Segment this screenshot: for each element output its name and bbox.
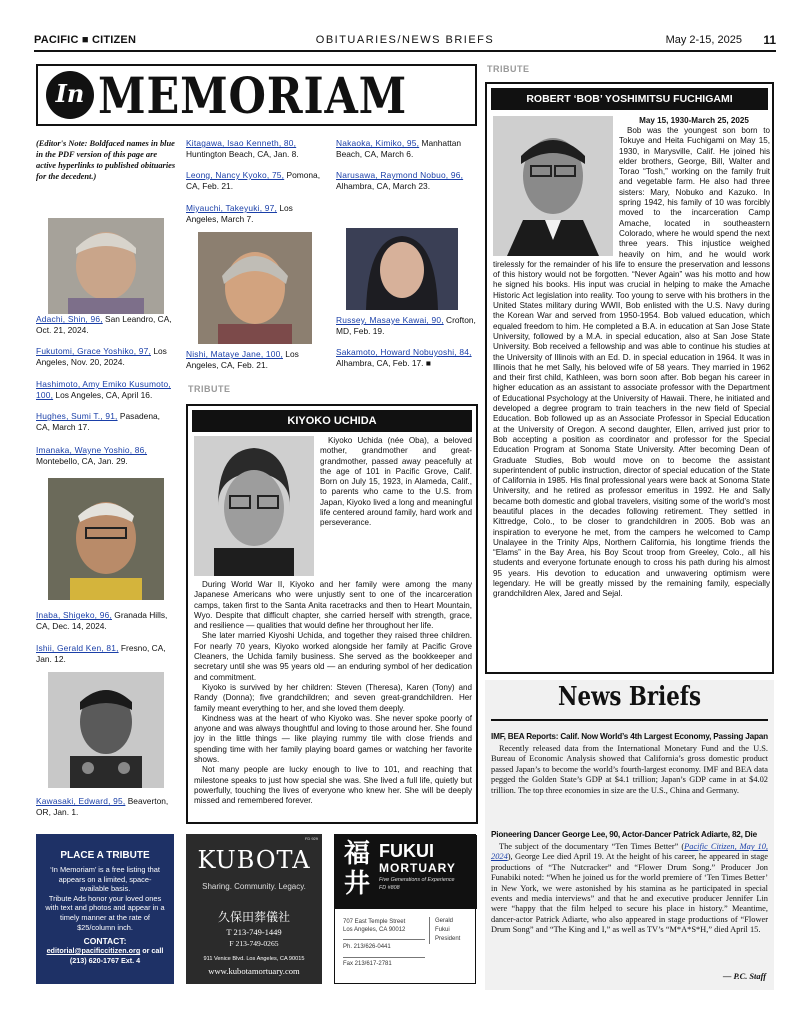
kubota-fax: F 213-749-0265 — [229, 939, 279, 948]
in-badge: In — [46, 71, 94, 119]
tribute-label: TRIBUTE — [487, 64, 530, 74]
obit-name-link[interactable]: Narusawa, Raymond Nobuo, 96, — [336, 170, 464, 180]
kubota-tagline: Sharing. Community. Legacy. — [202, 882, 306, 891]
portrait-photo-kawasaki — [48, 672, 164, 788]
obit-name-link[interactable]: Kitagawa, Isao Kenneth, 80, — [186, 138, 297, 148]
fukui-president: Gerald Fukui President — [429, 917, 460, 944]
obit-name-link[interactable]: Hashimoto, Amy Emiko Kusumoto, 100, — [36, 379, 171, 400]
in-memoriam-banner — [36, 64, 477, 126]
entry-leong: Leong, Nancy Kyoko, 75, Pomona, CA, Feb. 21. — [186, 170, 321, 191]
tribute-paragraph: She later married Kiyoshi Uchida, and together they raised three children. For nearly 70 years, Kiyoko worked alongside her family at Pacific Grove Cleaners, the Uchida family business. She served as the bookkeeper and secretary until she was 95 years old — an enduring symbol of her dedication and commitment. — [194, 631, 472, 682]
kubota-phone: T 213-749-1449 — [226, 927, 282, 937]
kubota-japanese-name: 久保田葬儀社 — [217, 910, 290, 924]
fukui-name: FUKUI — [379, 841, 434, 861]
issue-date: May 2-15, 2025 — [665, 34, 742, 46]
entry-inaba: Inaba, Shigeko, 96, Granada Hills, CA, Dec. 14, 2024. — [36, 610, 168, 631]
page-number: 11 — [763, 33, 776, 47]
kubota-url[interactable]: www.kubotamortuary.com — [208, 966, 300, 976]
fukui-kanji-logo: 福井 — [343, 839, 370, 899]
portrait-photo-nishi — [198, 232, 312, 344]
tribute-dates: May 15, 1930-March 25, 2025 — [639, 116, 749, 125]
news-briefs-title: News Briefs — [558, 682, 701, 712]
header-rule — [34, 50, 776, 52]
obit-name-link[interactable]: Kawasaki, Edward, 95, — [36, 796, 126, 806]
tribute-title: ROBERT ‘BOB’ YOSHIMITSU FUCHIGAMI — [491, 88, 768, 110]
portrait-photo-adachi — [48, 218, 164, 314]
contact-label: CONTACT: — [83, 936, 127, 947]
tribute-paragraph: Kiyoko Uchida (née Oba), a beloved mother, grandmother and great-grandmother, passed away peacefully at the age of 101 in Pacific Grove, Calif. Born on July 15, 1923, in Alameda, Calif., to parents who came to the U.S. from Japan, Kiyoko lived a long and meaningful life centered around family, hard work and perseverance. — [320, 436, 472, 528]
tribute-uchida — [186, 404, 478, 824]
portrait-photo-uchida — [194, 436, 314, 576]
entry-hashimoto: Hashimoto, Amy Emiko Kusumoto, 100, Los Angeles, CA, April 16. — [36, 379, 171, 400]
obit-name-link[interactable]: Miyauchi, Takeyuki, 97, — [186, 203, 278, 213]
masthead — [34, 34, 776, 50]
fukui-mortuary-ad[interactable] — [334, 834, 476, 984]
obit-name-link[interactable]: Sakamoto, Howard Nobuyoshi, 84, — [336, 347, 472, 357]
tribute-paragraph: During World War II, Kiyoko and her family were among the many Japanese Americans who were unjustly sent to one of the incarceration camps, taken first to the Santa Anita racetracks and then to Heart Mountain, Wyo. Despite that difficult chapter, she carried herself with strength, grace, and resilience — qualities that would define her throughout her life. — [194, 580, 472, 631]
news-signoff: — P.C. Staff — [723, 972, 766, 981]
kubota-mortuary-ad[interactable] — [186, 834, 322, 984]
news-body — [491, 842, 768, 936]
tribute-label: TRIBUTE — [188, 384, 231, 394]
place-tribute-rates: Tribute Ads honor your loved ones with text and photos and appear in a timely manner at the rate of $25/column inch. — [45, 893, 165, 932]
obit-name-link[interactable]: Inaba, Shigeko, 96, — [36, 610, 112, 620]
fukui-fd-number: FD #808 — [379, 885, 400, 891]
entry-hughes: Hughes, Sumi T., 91, Pasadena, CA, March 17. — [36, 411, 160, 432]
news-body — [491, 744, 768, 796]
news-paragraph: The subject of the documentary “Ten Times Better” (Pacific Citizen, May 10, 2024), George Lee died April 19. At the height of his career, he appeared in stage productions of “The Nutcracker” and “Flower Drum Song.” Producer Jon Funabiki noted: “When he joined us for the world premiere of ‘Ten Times Better’ in New York, we were astonished by his stamina as he participated in special events and media interviews” and that he and executive producer Jennifer Lin were “happy that the film helped to secure his place in history.” Meantime, dancer-actor Patrick Adiarte, who also appeared in stage productions of “Flower Drum Song” and “The King and I,” as well as TV’s “M*A*S*H,” died April 15. — [491, 842, 768, 935]
obit-name-link[interactable]: Hughes, Sumi T., 91, — [36, 411, 118, 421]
kubota-logo: KUBOTA — [197, 846, 311, 874]
fukui-contact: 707 East Temple Street Los Angeles, CA 90012 Ph. 213/626-0441 Fax 213/617-2781 — [343, 919, 406, 967]
obit-name-link[interactable]: Imanaka, Wayne Yoshio, 86, — [36, 445, 148, 455]
fukui-divider — [343, 957, 425, 958]
entry-russey: Russey, Masaye Kawai, 90, Crofton, MD, Feb. 19. — [336, 315, 476, 336]
tribute-body-top — [320, 436, 472, 529]
portrait-photo-russey — [346, 228, 458, 310]
section-title: OBITUARIES/NEWS BRIEFS — [315, 34, 495, 46]
tribute-paragraph: Not many people are lucky enough to live to 101, and reaching that milestone speaks to just how special she was. She lived a full life, quietly but powerfully, touching the lives of everyone who knew her. She will be deeply missed and remembered forever. — [194, 765, 472, 806]
fukui-subtitle: Five Generations of Experience — [379, 877, 455, 883]
fukui-divider — [343, 939, 425, 940]
pacific-citizen-logo[interactable]: PACIFIC ■ CITIZEN — [34, 34, 137, 46]
obit-name-link[interactable]: Adachi, Shin, 96, — [36, 314, 103, 324]
editor-note: (Editor's Note: Boldfaced names in blue in the PDF version of this page are active hyperlinks to published obituaries for the decedent.) — [36, 139, 176, 181]
pacific-citizen-link[interactable]: Pacific Citizen, May 10, 2024 — [491, 842, 768, 862]
fukui-header — [335, 835, 477, 909]
obit-name-link[interactable]: Nishi, Mataye Jane, 100, — [186, 349, 283, 359]
news-paragraph: Recently released data from the International Monetary Fund and the U.S. Bureau of Economic Analysis showed that California’s gross domestic product passed Japan’s to become the world’s fourth-largest economy. IMF and BEA data pegged the Golden State’s GDP at $4.1 trillion; Japan’s GDP came in at $4.02 trillion. The top three economies in size are the U.S., China and Germany. — [491, 744, 768, 795]
entry-sakamoto: Sakamoto, Howard Nobuyoshi, 84, Alhambra, CA, Feb. 17. ■ — [336, 347, 472, 368]
entry-nishi: Nishi, Mataye Jane, 100, Los Angeles, CA, Feb. 21. — [186, 349, 299, 370]
news-headline: Pioneering Dancer George Lee, 90, Actor-Dancer Patrick Adiarte, 82, Die — [491, 830, 757, 839]
obit-name-link[interactable]: Ishii, Gerald Ken, 81, — [36, 643, 119, 653]
entry-nakaoka: Nakaoka, Kimiko, 95, Manhattan Beach, CA, March 6. — [336, 138, 462, 159]
entry-kawasaki: Kawasaki, Edward, 95, Beaverton, OR, Jan. 1. — [36, 796, 169, 817]
contact-email-link[interactable]: editorial@pacificcitizen.org — [46, 946, 141, 956]
place-tribute-ad — [36, 834, 174, 984]
news-headline: IMF, BEA Reports: Calif. Now World’s 4th Largest Economy, Passing Japan — [491, 732, 768, 741]
obit-name-link[interactable]: Fukutomi, Grace Yoshiko, 97, — [36, 346, 151, 356]
tribute-title: KIYOKO UCHIDA — [192, 410, 472, 432]
entry-kitagawa: Kitagawa, Isao Kenneth, 80, Huntington Beach, CA, Jan. 8. — [186, 138, 299, 159]
tribute-paragraph: Kindness was at the heart of who Kiyoko was. She never spoke poorly of anyone and was always thoughtful and loving to those around her. She found joy in the little things — like playing rummy tile with close friends and spending time with her family playing board games or watching her favorite shows. — [194, 713, 472, 765]
memoriam-title: MEMORIAM — [98, 66, 408, 125]
fukui-mortuary-label: MORTUARY — [379, 861, 456, 875]
obit-name-link[interactable]: Russey, Masaye Kawai, 90, — [336, 315, 444, 325]
entry-miyauchi: Miyauchi, Takeyuki, 97, Los Angeles, March 7. — [186, 203, 293, 224]
obit-name-link[interactable]: Leong, Nancy Kyoko, 75, — [186, 170, 285, 180]
entry-adachi: Adachi, Shin, 96, San Leandro, CA, Oct. 21, 2024. — [36, 314, 172, 335]
portrait-photo-imanaka — [48, 478, 164, 600]
tribute-body — [493, 126, 770, 600]
place-tribute-title: PLACE A TRIBUTE — [60, 850, 150, 861]
entry-imanaka: Imanaka, Wayne Yoshio, 86, Montebello, CA, Jan. 29. — [36, 445, 148, 466]
tribute-paragraph: Bob was the youngest son born to Tokuye and Heita Fuchigami on May 15, 1930, in Marysville, Calif. He joined his elder brothers, George, Bill, Walter and Torao “Tosh,” working on the family fruit and vegetable farm. He also had three sisters: Mary, Nobuko and Kazuko. In spring 1942, his family of 10 was forcibly moved to the incarceration Camp Amache, located in southeastern Colorado, where he would spend the next three years. This injustice weighed heavily on him, and he would work tirelessly for the remainder of his life to ensure the preservation and lessons of this history would not be forgotten. “Never Again” was his motto and how he signed his books. His input was crucial in helping to make the Amache Historic Act legislation into reality. Too young to serve with his brothers in the United States military during WWII, Bob enlisted with the U.S. Navy during the Korean War and served from 1950-1954. Bob valued education, which equaled freedom to him. He completed a B.A. in education at San Jose State University, followed by a M.A. in special education, also at San Jose State University. Bob received a fellowship and was able to continue his studies at the University of Illinois with an Ed. D. in special education in 1964. It was in Illinois that he met Sally, his beloved wife of 58 years. They married in 1962 and their first child, Kathleen, was born soon after. Bob began his career in higher education as an assistant to associate professor with the Department of Educational Psychology at the University of Hawaii. There, he initiated and developed a degree program to train teachers in the new field of Special Education. Bob followed up as an Associate Professor in Special Education at the University of Oregon. A second daughter, Ellen, arrived just prior to Bob accepting a position as coordinator and professor for the Special Education Program at Sonoma State University. After becoming Dean of Graduate Studies, Bob would move on to become the assistant superintendent of public instruction, director of special education of the State of California in 1985. His final professional years were back at Sonoma State University, and he retired as professor emeritus in 1992. He and Sally became both domestic and global travelers, visiting some of the world’s most beautiful places in the decades following retirement. They settled in Kittredge, Colo., to be closer to grandchildren in 2005. Bob was an inspiration to everyone he met, from the campers he welcomed to Camp Unalayee in the Trinity Alps, Northern California, his longtime friends the “Elams” in the Bay Area, his Boy Scout troop from Greeley, Colo., all his students and everyone fortunate enough to cross his path during his almost 95 years. His devotion to education and unwavering optimism were legendary. He will be greatly missed by the remaining family, especially grandchildren Alex, Jared and Sejal. — [493, 126, 770, 599]
kubota-fd-number: FD 929 — [304, 836, 318, 841]
entry-fukutomi: Fukutomi, Grace Yoshiko, 97, Los Angeles, Nov. 20, 2024. — [36, 346, 167, 367]
tribute-paragraph: Kiyoko is survived by her children: Steven (Theresa), Karen (Tony) and Randy (Donna); five grandchildren; and seven great-grandchildren. Her family meant everything to her, and she loved them deeply. — [194, 682, 472, 713]
entry-ishii: Ishii, Gerald Ken, 81, Fresno, CA, Jan. 12. — [36, 643, 166, 664]
kubota-address: 911 Venice Blvd. Los Angeles, CA 90015 — [203, 956, 305, 962]
news-briefs — [485, 680, 774, 990]
tribute-body-bottom — [194, 580, 472, 807]
place-tribute-text: ‘In Memoriam’ is a free listing that appears on a limited, space-available basis. — [50, 865, 160, 894]
contact-info: editorial@pacificcitizen.org or call (213) 620-1767 Ext. 4 — [46, 946, 164, 965]
news-divider — [491, 719, 768, 721]
entry-narusawa: Narusawa, Raymond Nobuo, 96, Alhambra, CA, March 23. — [336, 170, 464, 191]
tribute-fuchigami — [485, 82, 774, 674]
obit-name-link[interactable]: Nakaoka, Kimiko, 95, — [336, 138, 420, 148]
